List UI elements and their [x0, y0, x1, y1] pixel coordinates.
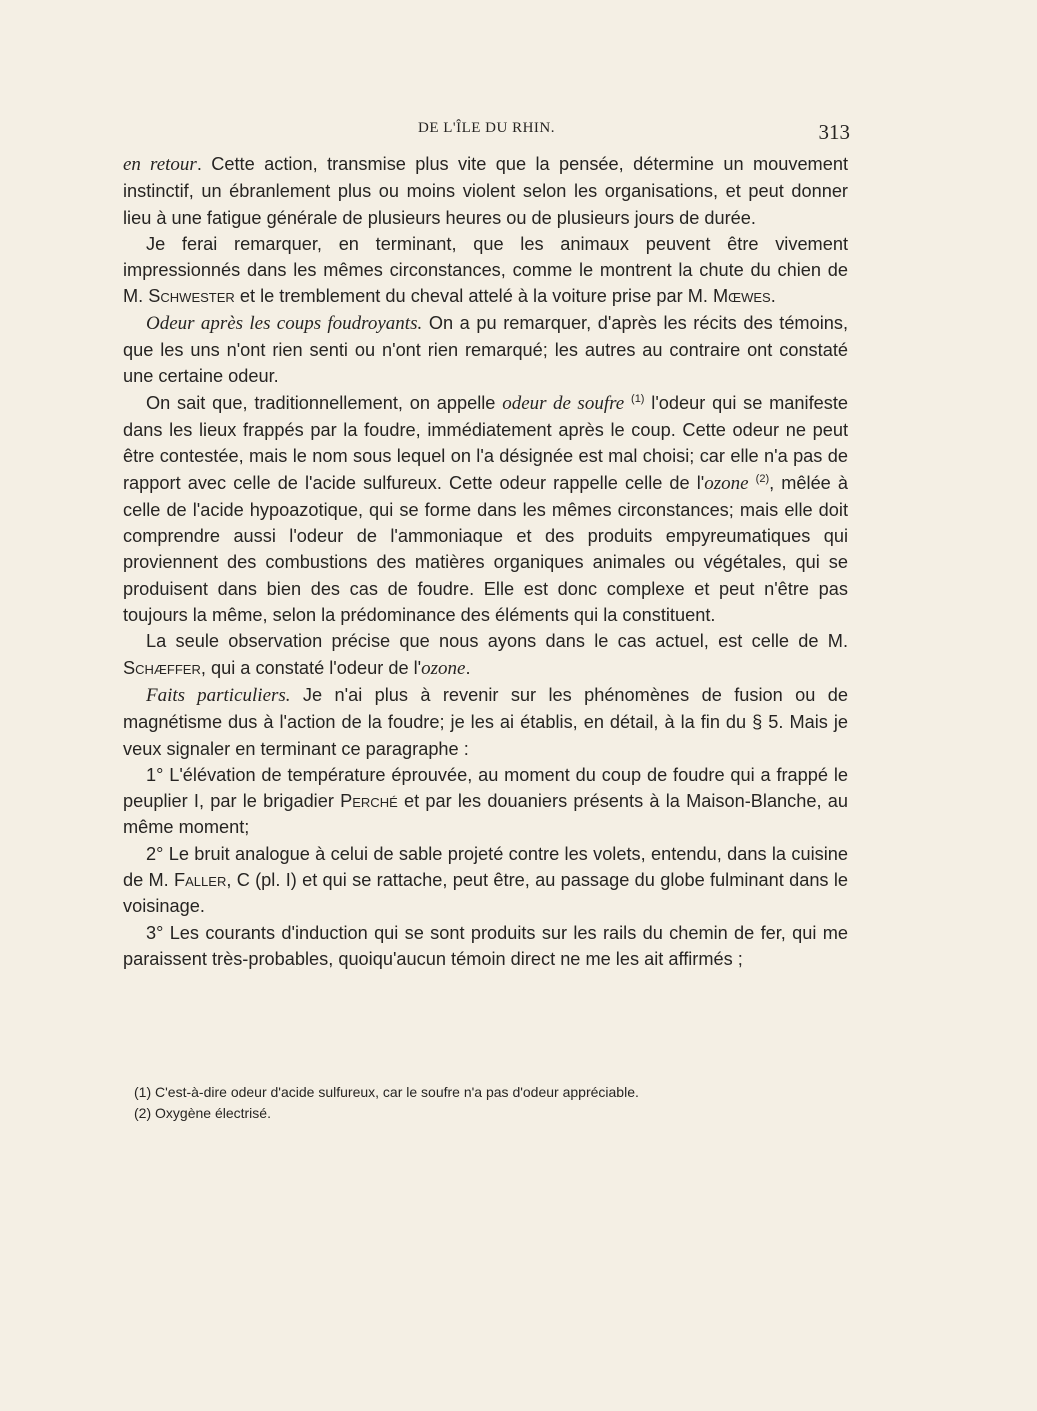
body-text — [123, 151, 848, 972]
text-run: et par les douaniers présents à la Maison-Blanche, au même moment; — [123, 791, 848, 838]
footnote-2 — [134, 1103, 834, 1124]
italic-phrase: en retour — [123, 154, 197, 175]
footnote-text: Oxygène électrisé. — [151, 1105, 271, 1121]
page-number: 313 — [818, 120, 850, 144]
paragraph-6 — [123, 682, 848, 762]
paragraph-7 — [123, 762, 848, 841]
paragraph-2 — [123, 231, 848, 310]
person-name: Faller — [174, 870, 227, 891]
text-run: , C (pl. I) et qui se rattache, peut être, au passage du globe fulminant dans le voisinage. — [123, 870, 848, 917]
footnote-ref-2[interactable]: (2) — [755, 472, 770, 485]
person-name: Schæffer — [123, 657, 201, 678]
page-header — [123, 120, 850, 146]
footnote-1 — [134, 1082, 834, 1103]
paragraph-4 — [123, 390, 848, 629]
text-run: , qui a constaté l'odeur de l' — [200, 657, 422, 678]
italic-phrase: ozone — [704, 472, 749, 494]
text-run: La seule observation précise que nous ayons dans le cas actuel, est celle de M. — [146, 631, 848, 652]
paragraph-9 — [123, 920, 848, 973]
text-run: 1° L'élévation de température éprouvée, au moment du coup de foudre qui a frappé le peuplier I, par le brigadier — [123, 764, 848, 812]
italic-phrase: ozone — [421, 657, 466, 679]
section-heading-italic: Faits particuliers. — [146, 684, 291, 706]
section-heading-italic: Odeur après les coups foudroyants. — [146, 312, 423, 334]
text-run: l'odeur qui se manifeste dans les lieux frappés par la foudre, immédiatement après le coup. Cette odeur ne peut être contestée, mais le nom sous lequel on l'a désignée est mal choisi; car elle n'a pas de rapport avec celle de l'acide sulfureux. Cette odeur rappelle celle de l' — [123, 392, 848, 493]
footnotes — [134, 1082, 834, 1124]
footnote-ref-1[interactable]: (1) — [631, 392, 645, 405]
paragraph-5 — [123, 628, 848, 682]
paragraph-8 — [123, 841, 848, 920]
person-name: Perché — [340, 791, 398, 812]
person-name: Mœwes — [712, 286, 771, 307]
text-run: 3° Les courants d'induction qui se sont produits sur les rails du chemin de fer, qui me paraissent très-probables, quoiqu'aucun témoin direct ne me les ait affirmés ; — [123, 922, 848, 969]
text-run: On sait que, traditionnellement, on appelle — [146, 392, 503, 413]
text-run: On a pu remarquer, d'après les récits des témoins, que les uns n'ont rien senti ou n'ont rien remarqué; les autres au contraire ont constaté une certaine odeur. — [123, 312, 849, 387]
person-name: Schwester — [148, 286, 235, 307]
text-run: . — [465, 657, 471, 678]
text-run: , mêlée à celle de l'acide hypoazotique, qui se forme dans les mêmes circonstances; mais elle doit comprendre aussi l'odeur de l'ammoniaque et des produits empyreumatiques qui proviennent des combustions des matières organiques animales ou végétales, qui se produisent dans bien des cas de foudre. Elle est donc complexe et peut n'être pas toujours la même, selon la prédominance des éléments qui la constituent. — [123, 472, 848, 626]
text-run: 2° Le bruit analogue à celui de sable projeté contre les volets, entendu, dans la cuisine de M. — [123, 843, 848, 891]
text-run: Je ferai remarquer, en terminant, que les animaux peuvent être vivement impressionnés dans les mêmes circonstances, comme le montrent la chute du chien de M. — [123, 233, 848, 307]
footnote-marker: (1) — [134, 1084, 152, 1100]
italic-phrase: odeur de soufre — [502, 392, 625, 414]
footnote-marker: (2) — [134, 1105, 152, 1121]
footnote-text: C'est-à-dire odeur d'acide sulfureux, car le soufre n'a pas d'odeur appréciable. — [151, 1084, 639, 1100]
text-run: et le tremblement du cheval attelé à la voiture prise par M. — [234, 286, 713, 307]
paragraph-3 — [123, 310, 848, 390]
text-run: Je n'ai plus à revenir sur les phénomènes de fusion ou de magnétisme dus à l'action de la foudre; je les ai établis, en détail, à la fin du § 5. Mais je veux signaler en terminant ce paragraphe : — [123, 684, 848, 759]
running-head: DE L'ÎLE DU RHIN. — [417, 120, 555, 136]
text-run: . Cette action, transmise plus vite que la pensée, détermine un mouvement instinctif, un ébranlement plus ou moins violent selon les organisations, et peut donner lieu à une fatigue générale de plusieurs heures ou de plusieurs jours de durée. — [123, 154, 848, 228]
text-run: . — [770, 286, 776, 307]
paragraph-1 — [123, 151, 848, 231]
